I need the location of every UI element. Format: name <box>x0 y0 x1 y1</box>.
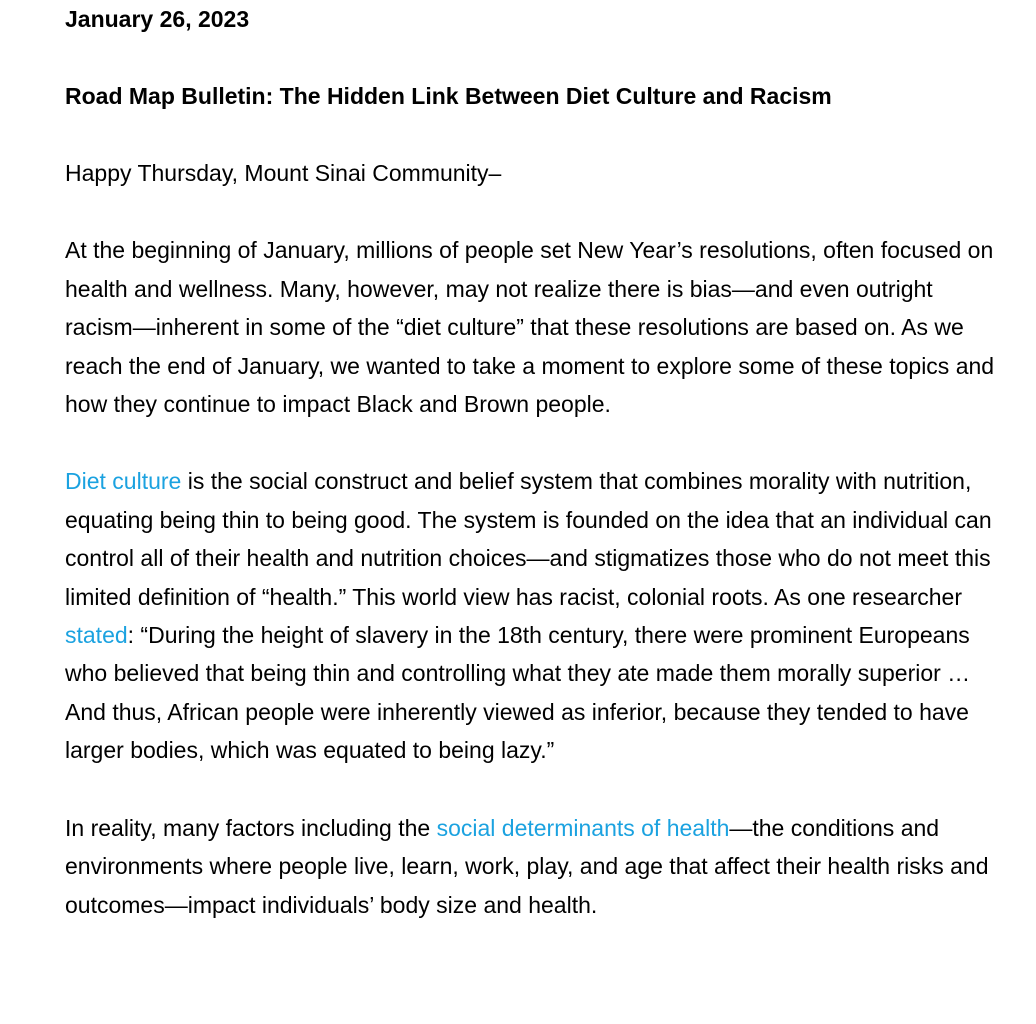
paragraph-social-determinants-text-1: In reality, many factors including the <box>65 814 437 841</box>
paragraph-diet-culture <box>65 462 1000 769</box>
social-determinants-link[interactable]: social determinants of health <box>436 814 730 841</box>
paragraph-social-determinants <box>65 809 1000 924</box>
paragraph-diet-culture-text-1: is the social construct and belief system that combines morality with nutrition, equating being thin to being good. The system is founded on the idea that an individual can control all of their health and nutrition choices—and stigmatizes those who do not meet this limited definition of “health.” This world view has racist, colonial roots. As one researcher <box>65 468 992 610</box>
paragraph-diet-culture-text-2: : “During the height of slavery in the 18th century, there were prominent Europeans who believed that being thin and controlling what they ate made them morally superior … And thus, African people were inherently viewed as inferior, because they tended to have larger bodies, which was equated to being lazy.” <box>65 622 971 764</box>
paragraph-intro: At the beginning of January, millions of people set New Year’s resolutions, often focused on health and wellness. Many, however, may not realize there is bias—and even outright racism—inherent in some of the “diet culture” that these resolutions are based on. As we reach the end of January, we wanted to take a moment to explore some of these topics and how they continue to impact Black and Brown people. <box>65 237 995 418</box>
bulletin-date: January 26, 2023 <box>65 6 250 32</box>
paragraph-social-determinants-text-2: —the conditions and environments where people live, learn, work, play, and age that affect their health risks and outcomes—impact individuals’ body size and health. <box>65 814 989 918</box>
bulletin-title: Road Map Bulletin: The Hidden Link Between Diet Culture and Racism <box>65 83 832 109</box>
diet-culture-link[interactable]: Diet culture <box>65 468 182 495</box>
greeting: Happy Thursday, Mount Sinai Community– <box>65 160 502 186</box>
bulletin-content <box>65 0 1000 924</box>
stated-link[interactable]: stated <box>65 622 128 649</box>
